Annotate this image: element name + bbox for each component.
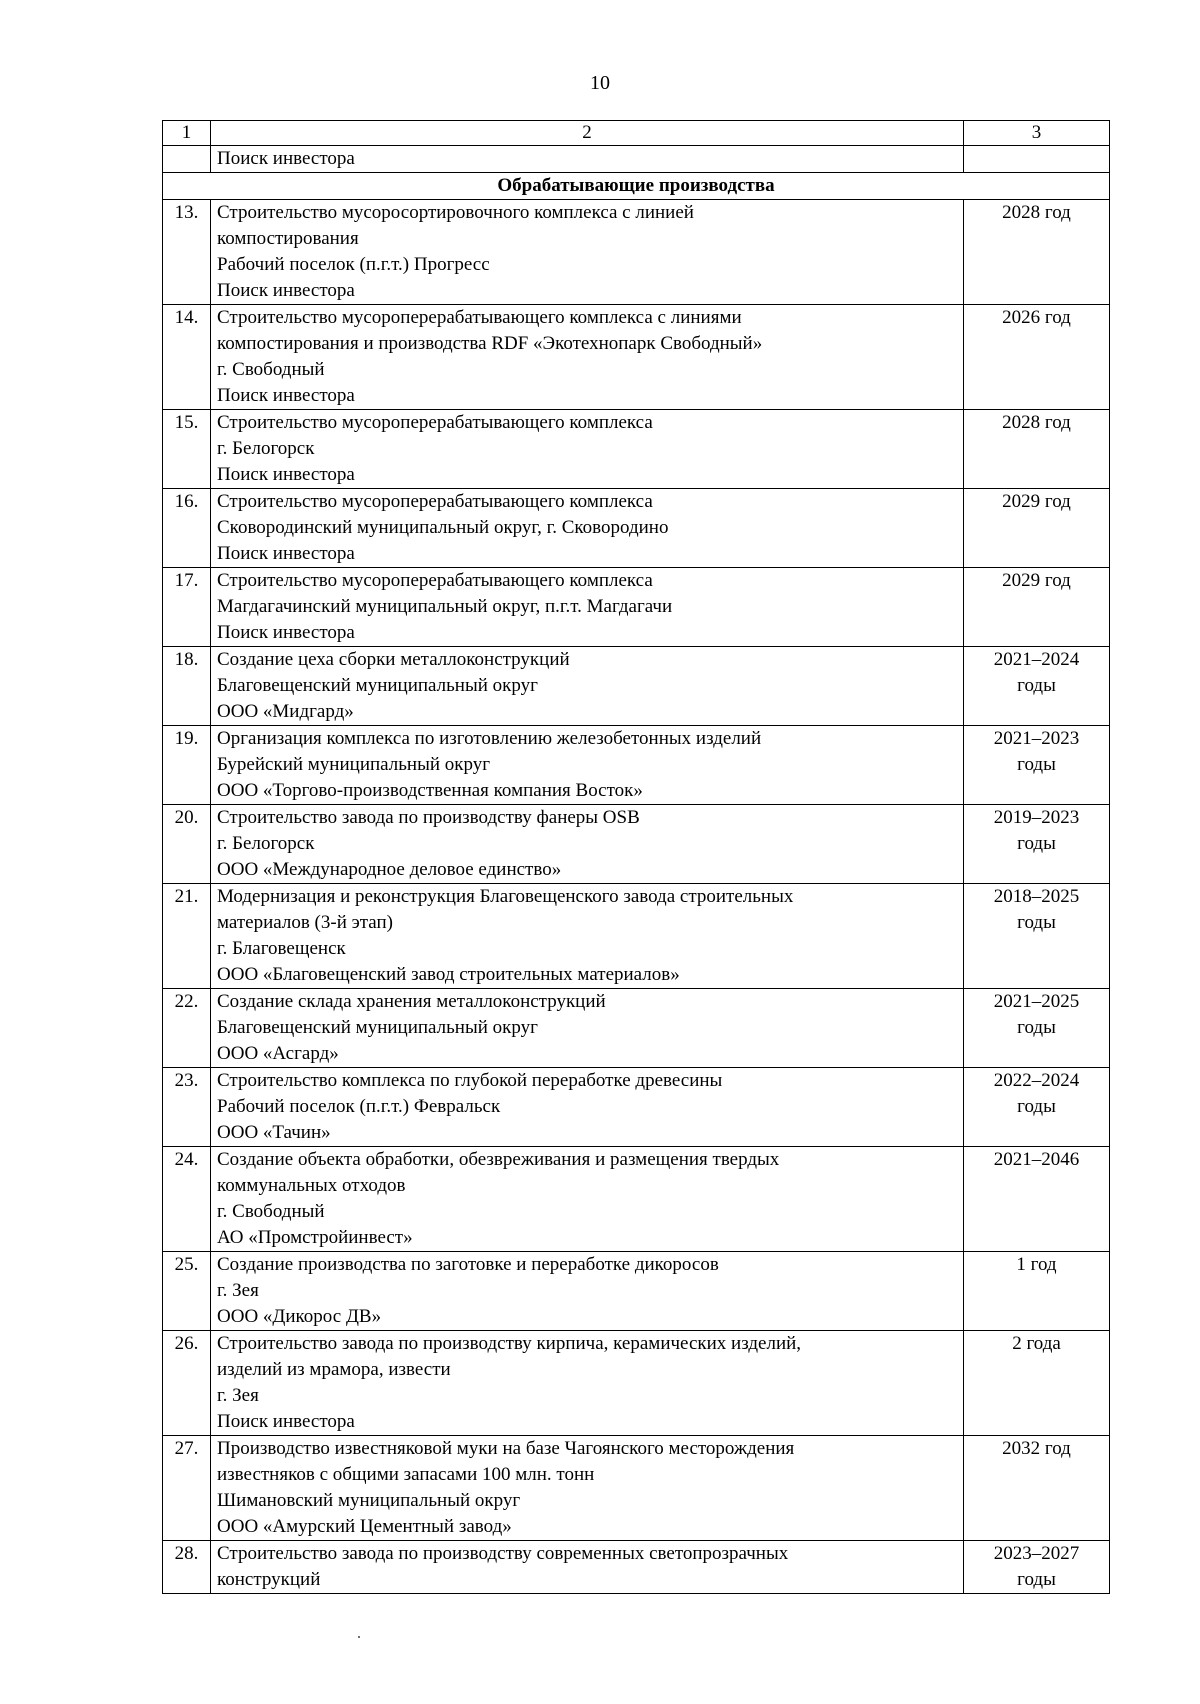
row-description-line: Благовещенский муниципальный округ <box>217 1017 538 1038</box>
row-description <box>211 1436 964 1541</box>
row-number: 18. <box>163 647 211 726</box>
row-description <box>211 1541 964 1594</box>
row-description-line: Строительство мусороперерабатывающего комплекса <box>217 570 653 591</box>
row-description-line: компостирования <box>217 228 359 249</box>
row-number: 21. <box>163 884 211 989</box>
row-description-line: Производство известняковой муки на базе Чагоянского месторождения <box>217 1438 795 1459</box>
row-term-line: 2026 год <box>1002 307 1071 328</box>
row-term <box>964 489 1110 568</box>
row-description-line: изделий из мрамора, извести <box>217 1359 451 1380</box>
row-description-line: Поиск инвестора <box>217 622 355 643</box>
row-description-line: компостирования и производства RDF «Экотехнопарк Свободный» <box>217 333 763 354</box>
row-term-line: 2022–2024 <box>993 1070 1080 1091</box>
row-description-line: Строительство комплекса по глубокой переработке древесины <box>217 1070 723 1091</box>
row-description-line: Создание объекта обработки, обезвреживания и размещения твердых <box>217 1149 780 1170</box>
row-description-line: Поиск инвестора <box>217 1411 355 1432</box>
row-description-line: Создание производства по заготовке и переработке дикоросов <box>217 1254 719 1275</box>
row-description <box>211 805 964 884</box>
row-number: 25. <box>163 1252 211 1331</box>
header-col-1: 1 <box>163 121 211 146</box>
row-description <box>211 1331 964 1436</box>
row-description-line: ООО «Амурский Цементный завод» <box>217 1516 512 1537</box>
continued-row-text <box>211 146 964 173</box>
row-description-line: конструкций <box>217 1569 321 1590</box>
row-term-line: 2021–2023 <box>993 728 1080 749</box>
row-description-line: ООО «Тачин» <box>217 1122 331 1143</box>
row-description <box>211 647 964 726</box>
row-number: 27. <box>163 1436 211 1541</box>
row-description-line: Рабочий поселок (п.г.т.) Февральск <box>217 1096 501 1117</box>
row-term <box>964 1541 1110 1594</box>
table-row <box>163 200 1110 305</box>
scan-speck <box>358 1636 360 1638</box>
row-description-line: г. Свободный <box>217 359 325 380</box>
table-row <box>163 489 1110 568</box>
table-row <box>163 568 1110 647</box>
row-term-line: 2023–2027 <box>993 1543 1080 1564</box>
table-row <box>163 989 1110 1068</box>
row-description-line: Модернизация и реконструкция Благовещенского завода строительных <box>217 886 794 907</box>
page-number: 10 <box>590 72 610 94</box>
row-description <box>211 410 964 489</box>
row-term-line: 2021–2024 <box>993 649 1080 670</box>
row-term-line: 2028 год <box>1002 202 1071 223</box>
row-number: 22. <box>163 989 211 1068</box>
row-description <box>211 726 964 805</box>
row-term <box>964 305 1110 410</box>
row-description-line: коммунальных отходов <box>217 1175 406 1196</box>
row-description-line: Магдагачинский муниципальный округ, п.г.т. Магдагачи <box>217 596 673 617</box>
row-term-line: 2021–2046 <box>993 1149 1080 1170</box>
row-term-line: 2021–2025 <box>993 991 1080 1012</box>
row-description-line: г. Зея <box>217 1385 259 1406</box>
row-description-line: Создание склада хранения металлоконструкций <box>217 991 606 1012</box>
row-term-line: 2018–2025 <box>993 886 1080 907</box>
table-row <box>163 1252 1110 1331</box>
row-term-line: годы <box>1017 754 1056 775</box>
row-number: 26. <box>163 1331 211 1436</box>
row-description-line: Организация комплекса по изготовлению железобетонных изделий <box>217 728 762 749</box>
row-description-line: ООО «Международное деловое единство» <box>217 859 562 880</box>
row-description-line: Сковородинский муниципальный округ, г. Сковородино <box>217 517 669 538</box>
row-term-line: 2032 год <box>1002 1438 1071 1459</box>
table-row <box>163 805 1110 884</box>
row-term-line: 2019–2023 <box>993 807 1080 828</box>
row-description-line: Строительство завода по производству современных светопрозрачных <box>217 1543 789 1564</box>
table-row <box>163 884 1110 989</box>
row-description-line: Строительство мусороперерабатывающего комплекса <box>217 491 653 512</box>
row-description-line: Рабочий поселок (п.г.т.) Прогресс <box>217 254 490 275</box>
table-row <box>163 1436 1110 1541</box>
table-header-row <box>163 121 1110 146</box>
projects-table <box>162 120 1110 1594</box>
row-term-line: 1 год <box>1016 1254 1057 1275</box>
row-description-line: Шимановский муниципальный округ <box>217 1490 521 1511</box>
row-term-line: годы <box>1017 1096 1056 1117</box>
row-description-line: ООО «Асгард» <box>217 1043 339 1064</box>
row-description-line: Строительство завода по производству фанеры OSB <box>217 807 640 828</box>
row-description-line: ООО «Торгово-производственная компания Восток» <box>217 780 643 801</box>
row-term-line: годы <box>1017 1017 1056 1038</box>
row-term-line: 2029 год <box>1002 570 1071 591</box>
continued-row-term <box>964 146 1110 173</box>
row-description <box>211 884 964 989</box>
row-description-line: г. Зея <box>217 1280 259 1301</box>
row-term <box>964 410 1110 489</box>
table-row <box>163 647 1110 726</box>
row-description-line: Поиск инвестора <box>217 280 355 301</box>
row-term <box>964 647 1110 726</box>
row-number: 19. <box>163 726 211 805</box>
row-term-line: годы <box>1017 675 1056 696</box>
table-row <box>163 1541 1110 1594</box>
table-row <box>163 410 1110 489</box>
row-number: 13. <box>163 200 211 305</box>
row-number: 17. <box>163 568 211 647</box>
row-term <box>964 884 1110 989</box>
row-description-line: г. Белогорск <box>217 438 315 459</box>
continued-row-num <box>163 146 211 173</box>
row-description-line: г. Свободный <box>217 1201 325 1222</box>
table-row <box>163 1331 1110 1436</box>
section-row <box>163 173 1110 200</box>
row-number: 14. <box>163 305 211 410</box>
row-term-line: 2029 год <box>1002 491 1071 512</box>
row-description-line: г. Белогорск <box>217 833 315 854</box>
row-term <box>964 568 1110 647</box>
row-description-line: Поиск инвестора <box>217 543 355 564</box>
table-row <box>163 305 1110 410</box>
continued-row <box>163 146 1110 173</box>
row-number: 20. <box>163 805 211 884</box>
row-term-line: годы <box>1017 1569 1056 1590</box>
row-description-line: материалов (3-й этап) <box>217 912 393 933</box>
row-description-line: Создание цеха сборки металлоконструкций <box>217 649 570 670</box>
row-term <box>964 989 1110 1068</box>
row-description-line: г. Благовещенск <box>217 938 346 959</box>
row-description-line: ООО «Благовещенский завод строительных материалов» <box>217 964 680 985</box>
row-description <box>211 1068 964 1147</box>
row-number: 23. <box>163 1068 211 1147</box>
header-col-2: 2 <box>211 121 964 146</box>
row-description <box>211 1252 964 1331</box>
row-description-line: Бурейский муниципальный округ <box>217 754 491 775</box>
row-description-line: АО «Промстройинвест» <box>217 1227 413 1248</box>
row-term <box>964 726 1110 805</box>
table-row <box>163 1147 1110 1252</box>
row-description-line: Строительство мусоросортировочного комплекса с линией <box>217 202 694 223</box>
header-col-3: 3 <box>964 121 1110 146</box>
row-description-line: Строительство мусороперерабатывающего комплекса с линиями <box>217 307 742 328</box>
row-description-line: Строительство мусороперерабатывающего комплекса <box>217 412 653 433</box>
table-row <box>163 726 1110 805</box>
row-description <box>211 489 964 568</box>
row-number: 24. <box>163 1147 211 1252</box>
row-term-line: 2028 год <box>1002 412 1071 433</box>
row-term <box>964 1147 1110 1252</box>
row-description-line: Строительство завода по производству кирпича, керамических изделий, <box>217 1333 802 1354</box>
row-description <box>211 989 964 1068</box>
row-term <box>964 805 1110 884</box>
row-term <box>964 200 1110 305</box>
row-term-line: годы <box>1017 912 1056 933</box>
row-description-line: ООО «Дикорос ДВ» <box>217 1306 382 1327</box>
row-term <box>964 1331 1110 1436</box>
row-number: 28. <box>163 1541 211 1594</box>
row-description-line: Поиск инвестора <box>217 385 355 406</box>
row-term <box>964 1436 1110 1541</box>
row-description-line: известняков с общими запасами 100 млн. тонн <box>217 1464 595 1485</box>
row-number: 16. <box>163 489 211 568</box>
row-term <box>964 1068 1110 1147</box>
table-row <box>163 1068 1110 1147</box>
row-number: 15. <box>163 410 211 489</box>
row-description-line: Поиск инвестора <box>217 464 355 485</box>
row-term-line: 2 года <box>1012 1333 1061 1354</box>
row-term <box>964 1252 1110 1331</box>
row-description <box>211 1147 964 1252</box>
row-description <box>211 305 964 410</box>
row-description <box>211 200 964 305</box>
projects-table-body <box>163 121 1110 1594</box>
row-description <box>211 568 964 647</box>
row-term-line: годы <box>1017 833 1056 854</box>
row-description-line: ООО «Мидгард» <box>217 701 354 722</box>
section-title: Обрабатывающие производства <box>163 173 1110 200</box>
continued-row-line: Поиск инвестора <box>217 148 355 169</box>
row-description-line: Благовещенский муниципальный округ <box>217 675 538 696</box>
